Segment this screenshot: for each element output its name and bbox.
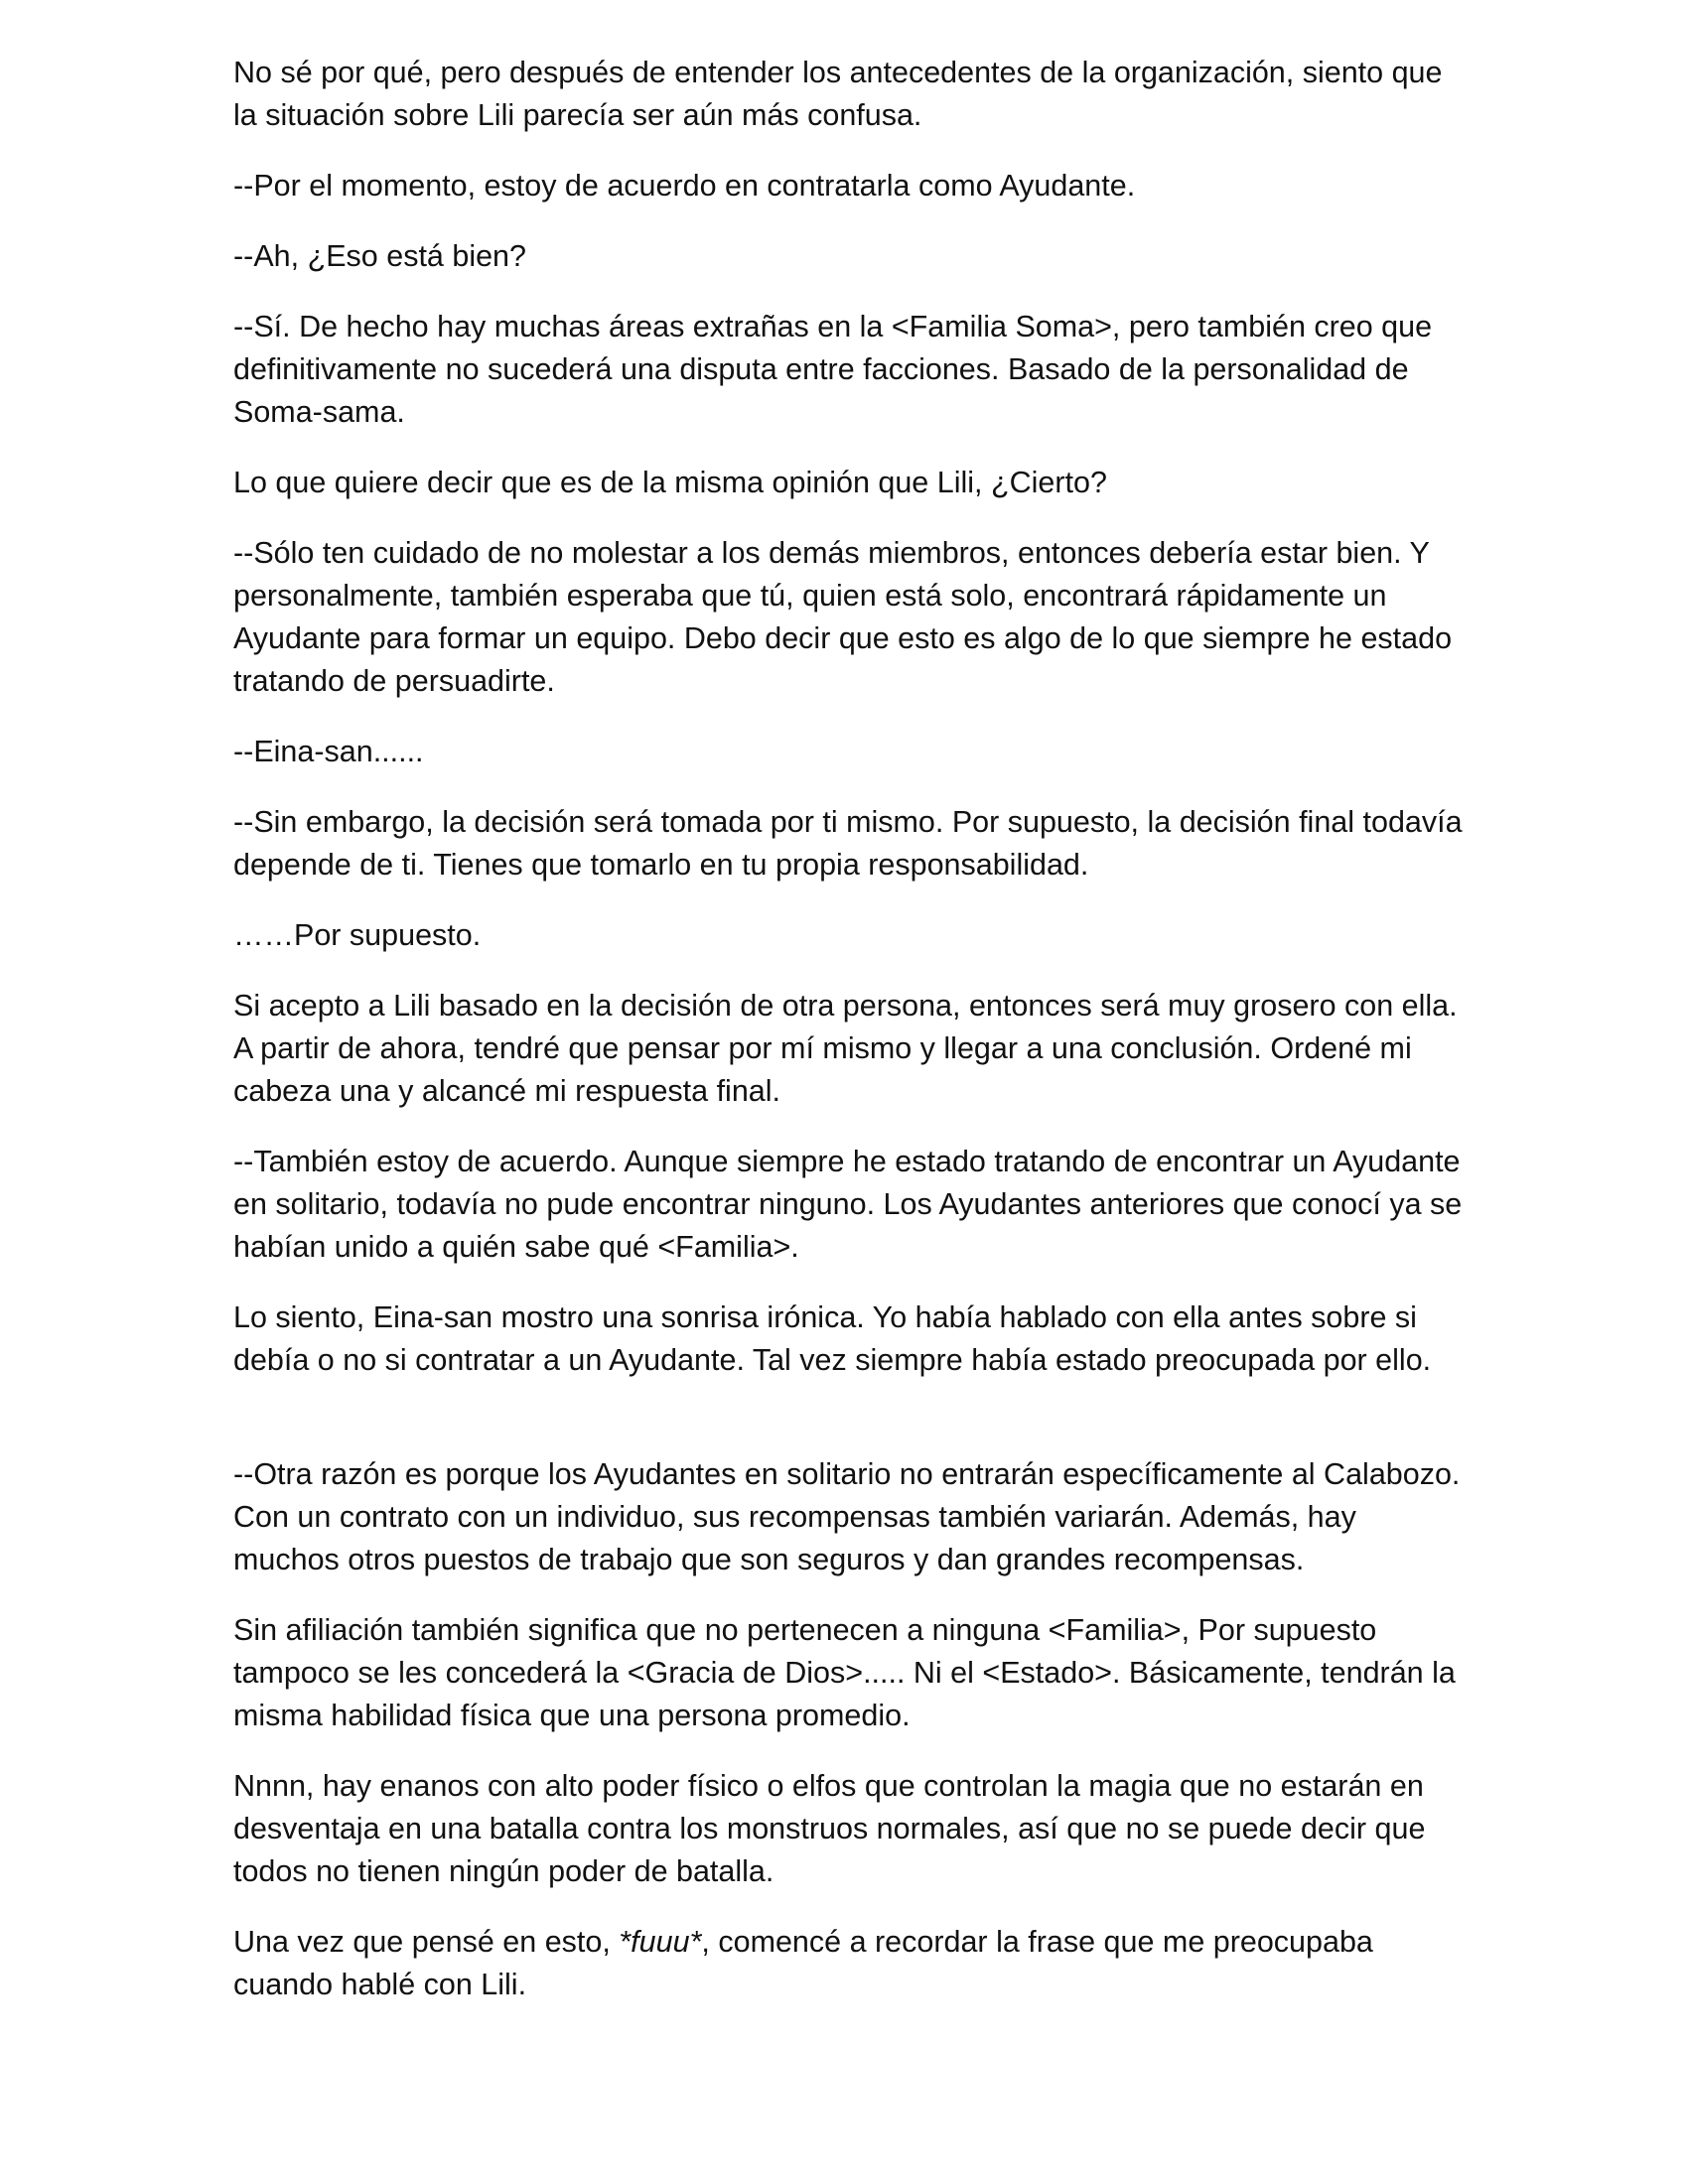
paragraph: Sin afiliación también significa que no pertenecen a ninguna <Familia>, Por supuesto tampoco se les concederá la <Gracia de Dios>..... Ni el <Estado>. Básicamente, tendrán la misma habilidad física que una persona promedio. xyxy=(233,1613,1456,1732)
document-page xyxy=(233,52,1465,2034)
paragraph: --Sólo ten cuidado de no molestar a los demás miembros, entonces debería estar bien. Y personalmente, también esperaba que tú, quien está solo, encontrará rápidamente un Ayudante para formar un equipo. Debo decir que esto es algo de lo que siempre he estado tratando de persuadirte. xyxy=(233,536,1453,698)
emphasis-sound: *fuuu* xyxy=(619,1925,702,1959)
paragraph: Lo siento, Eina-san mostro una sonrisa irónica. Yo había hablado con ella antes sobre si debía o no si contratar a un Ayudante. Tal vez siempre había estado preocupada por ello. xyxy=(233,1300,1432,1377)
paragraph: ……Por supuesto. xyxy=(233,918,482,952)
paragraph: No sé por qué, pero después de entender los antecedentes de la organización, siento que la situación sobre Lili parecía ser aún más confusa. xyxy=(233,56,1443,132)
paragraph: --Por el momento, estoy de acuerdo en contratarla como Ayudante. xyxy=(233,169,1136,203)
paragraph: --También estoy de acuerdo. Aunque siempre he estado tratando de encontrar un Ayudante en solitario, todavía no pude encontrar ninguno. Los Ayudantes anteriores que conocí ya se habían unido a quién sabe qué <Familia>. xyxy=(233,1145,1463,1264)
paragraph: Nnnn, hay enanos con alto poder físico o elfos que controlan la magia que no estarán en desventaja en una batalla contra los monstruos normales, así que no se puede decir que todos no tienen ningún poder de batalla. xyxy=(233,1769,1426,1888)
last-paragraph xyxy=(233,1921,1465,2006)
paragraph: --Sin embargo, la decisión será tomada por ti mismo. Por supuesto, la decisión final todavía depende de ti. Tienes que tomarlo en tu propia responsabilidad. xyxy=(233,805,1463,882)
paragraph: Si acepto a Lili basado en la decisión de otra persona, entonces será muy grosero con ella. A partir de ahora, tendré que pensar por mí mismo y llegar a una conclusión. Ordené mi cabeza una y alcancé mi respuesta final. xyxy=(233,989,1458,1108)
paragraph: Lo que quiere decir que es de la misma opinión que Lili, ¿Cierto? xyxy=(233,466,1107,499)
last-paragraph-end: , comencé a recordar la frase que me preocupaba cuando hablé con Lili. xyxy=(233,1925,1373,2001)
paragraph: --Otra razón es porque los Ayudantes en solitario no entrarán específicamente al Calabozo. Con un contrato con un individuo, sus recompensas también variarán. Además, hay muchos otros puestos de trabajo que son seguros y dan grandes recompensas. xyxy=(233,1457,1461,1576)
paragraph: --Eina-san...... xyxy=(233,735,424,768)
paragraph: --Ah, ¿Eso está bien? xyxy=(233,239,526,273)
paragraph: --Sí. De hecho hay muchas áreas extrañas en la <Familia Soma>, pero también creo que definitivamente no sucederá una disputa entre facciones. Basado de la personalidad de Soma-sama. xyxy=(233,310,1433,429)
last-paragraph-start: Una vez que pensé en esto, xyxy=(233,1925,620,1959)
